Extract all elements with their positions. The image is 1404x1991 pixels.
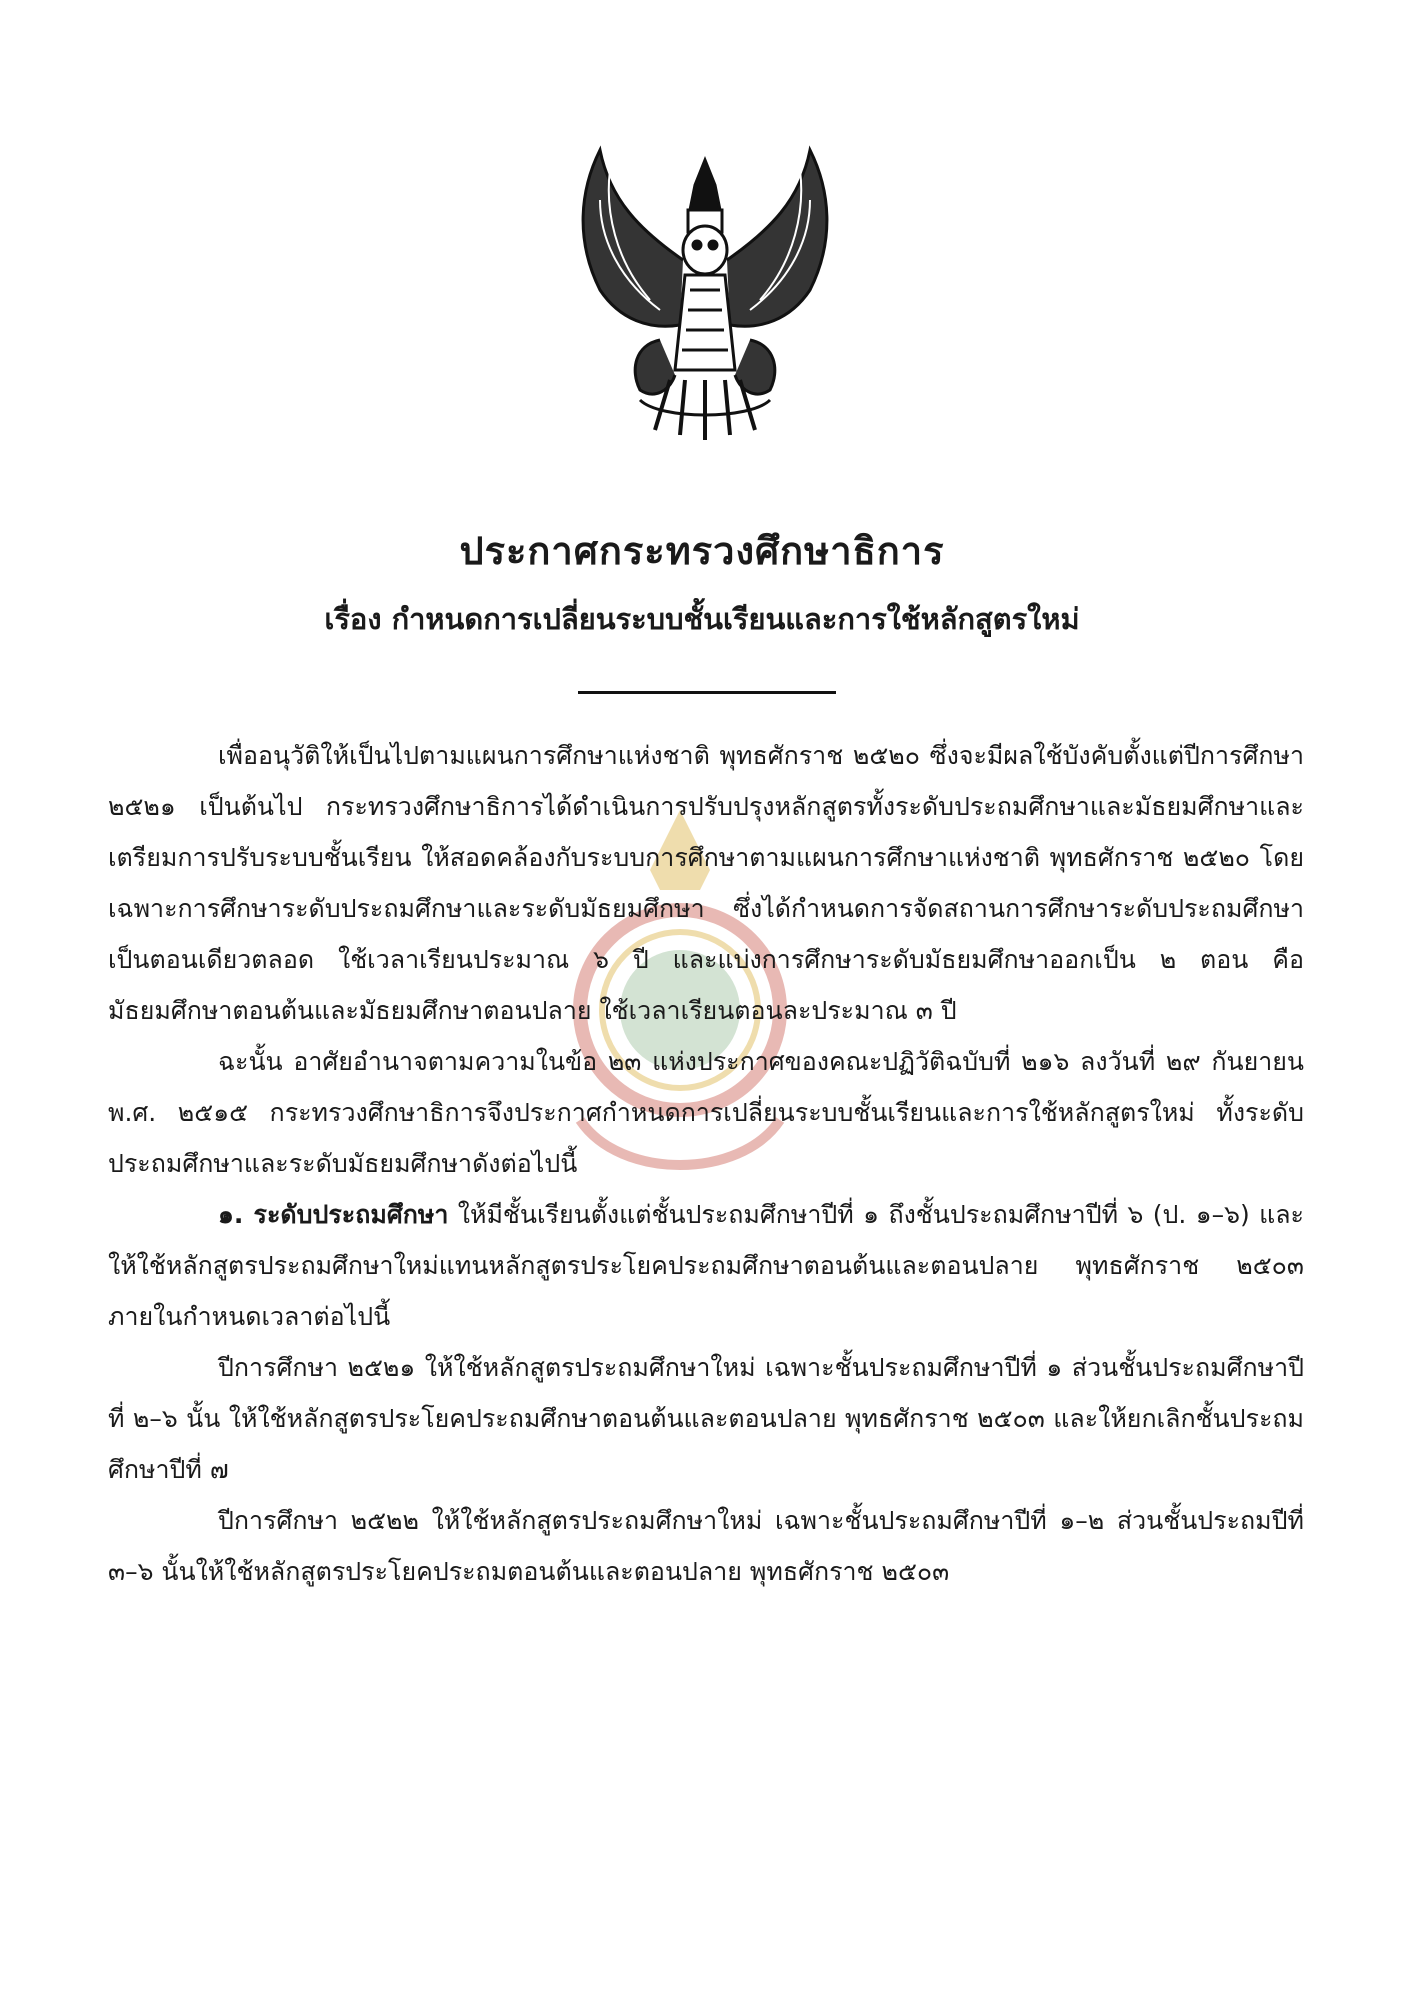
garuda-emblem-icon xyxy=(540,140,870,450)
paragraph xyxy=(108,1495,1304,1597)
page-title: ประกาศกระทรวงศึกษาธิการ xyxy=(459,529,945,573)
paragraph xyxy=(108,1036,1304,1189)
subject-line: เรื่อง กำหนดการเปลี่ยนระบบชั้นเรียนและการใช้หลักสูตรใหม่ xyxy=(324,602,1080,636)
paragraph-text: เพื่ออนุวัติให้เป็นไปตามแผนการศึกษาแห่งชาติ พุทธศักราช ๒๕๒๐ ซึ่งจะมีผลใช้บังคับตั้งแต่ปีการศึกษา ๒๕๒๑ เป็นต้นไป กระทรวงศึกษาธิการได้ดำเนินการปรับปรุงหลักสูตรทั้งระดับประถมศึกษาและมัธยมศึกษาและเตรียมการปรับระบบชั้นเรียน ให้สอดคล้องกับระบบการศึกษาตามแผนการศึกษาแห่งชาติ พุทธศักราช ๒๕๒๐ โดยเฉพาะการศึกษาระดับประถมศึกษาและระดับมัธยมศึกษา ซึ่งได้กำหนดการจัดสถานการศึกษาระดับประถมศึกษาเป็นตอนเดียวตลอด ใช้เวลาเรียนประมาณ ๖ ปี และแบ่งการศึกษาระดับมัธยมศึกษาออกเป็น ๒ ตอน คือ มัธยมศึกษาตอนต้นและมัธยมศึกษาตอนปลาย ใช้เวลาเรียนตอนละประมาณ ๓ ปี xyxy=(108,741,1304,1025)
paragraph xyxy=(108,730,1304,1036)
title-divider xyxy=(578,691,836,694)
paragraph-text: ปีการศึกษา ๒๕๒๒ ให้ใช้หลักสูตรประถมศึกษาใหม่ เฉพาะชั้นประถมศึกษาปีที่ ๑–๒ ส่วนชั้นประถมปีที่ ๓–๖ นั้นให้ใช้หลักสูตรประโยคประถมตอนต้นและตอนปลาย พุทธศักราช ๒๕๐๓ xyxy=(108,1506,1304,1586)
paragraph-text: ให้มีชั้นเรียนตั้งแต่ชั้นประถมศึกษาปีที่ ๑ ถึงชั้นประถมศึกษาปีที่ ๖ (ป. ๑–๖) และให้ใช้หลักสูตรประถมศึกษาใหม่แทนหลักสูตรประโยคประถมศึกษาตอนต้นและตอนปลาย พุทธศักราช ๒๕๐๓ ภายในกำหนดเวลาต่อไปนี้ xyxy=(108,1200,1304,1331)
paragraph-lead: ๑. ระดับประถมศึกษา xyxy=(218,1200,449,1229)
announcement-body xyxy=(108,730,1304,1597)
paragraph xyxy=(108,1342,1304,1495)
paragraph xyxy=(108,1189,1304,1342)
paragraph-text: ฉะนั้น อาศัยอำนาจตามความในข้อ ๒๓ แห่งประกาศของคณะปฏิวัติฉบับที่ ๒๑๖ ลงวันที่ ๒๙ กันยายน พ.ศ. ๒๕๑๕ กระทรวงศึกษาธิการจึงประกาศกำหนดการเปลี่ยนระบบชั้นเรียนและการใช้หลักสูตรใหม่ ทั้งระดับประถมศึกษาและระดับมัธยมศึกษาดังต่อไปนี้ xyxy=(108,1047,1304,1178)
paragraph-text: ปีการศึกษา ๒๕๒๑ ให้ใช้หลักสูตรประถมศึกษาใหม่ เฉพาะชั้นประถมศึกษาปีที่ ๑ ส่วนชั้นประถมศึกษาปีที่ ๒–๖ นั้น ให้ใช้หลักสูตรประโยคประถมศึกษาตอนต้นและตอนปลาย พุทธศักราช ๒๕๐๓ และให้ยกเลิกชั้นประถมศึกษาปีที่ ๗ xyxy=(108,1353,1304,1484)
